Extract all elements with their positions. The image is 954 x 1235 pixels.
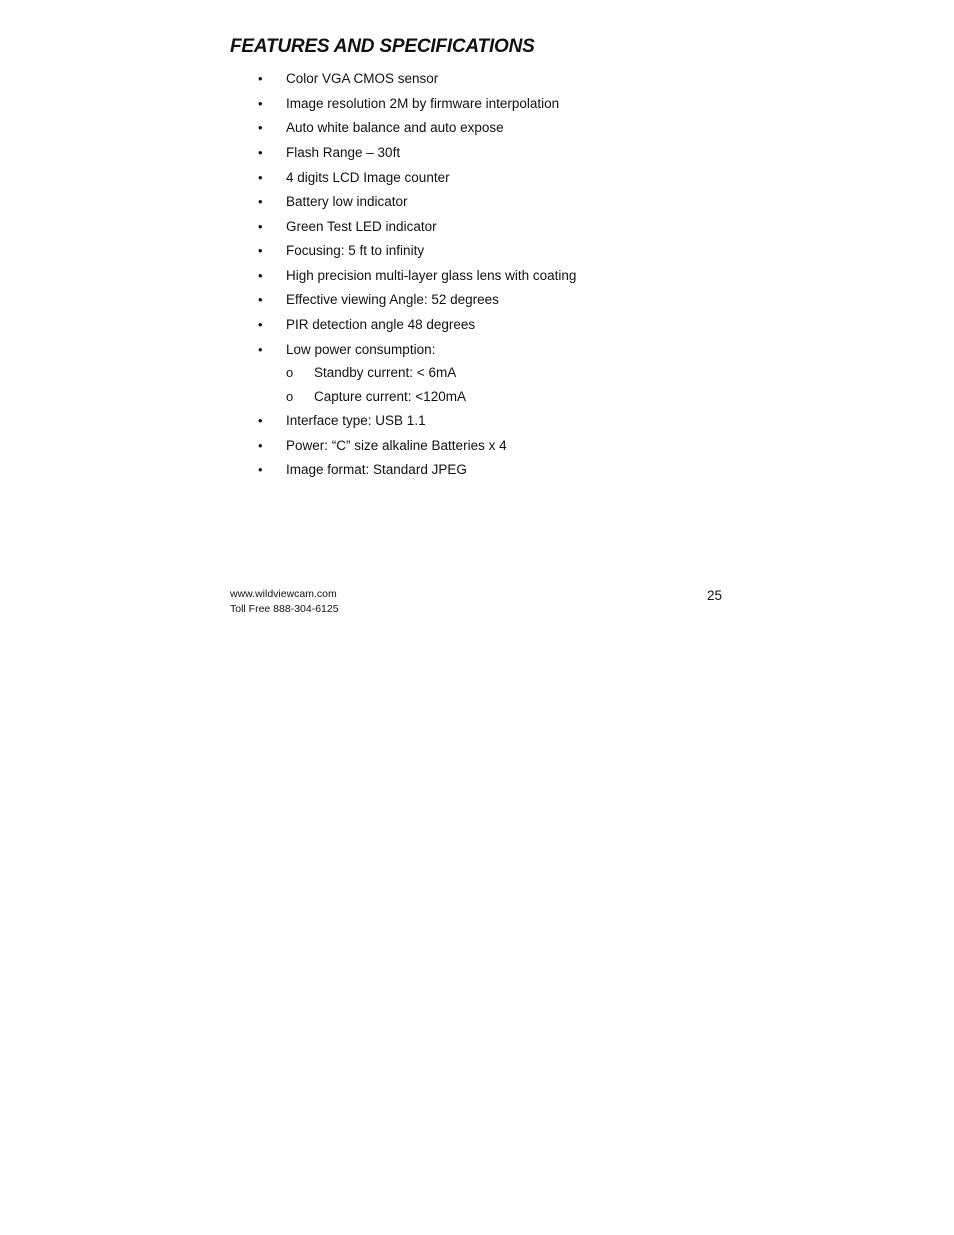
bullet-icon: • bbox=[258, 413, 263, 428]
spec-item-text: Image resolution 2M by firmware interpolation bbox=[286, 96, 560, 111]
bullet-icon: • bbox=[258, 462, 263, 477]
spec-item-text: PIR detection angle 48 degrees bbox=[286, 317, 476, 332]
bullet-icon: • bbox=[258, 145, 263, 160]
bullet-icon: • bbox=[258, 292, 263, 307]
bullet-icon: • bbox=[258, 317, 263, 332]
bullet-icon: • bbox=[258, 438, 263, 453]
bullet-icon: • bbox=[258, 71, 263, 86]
spec-item-text: Focusing: 5 ft to infinity bbox=[286, 243, 425, 258]
page-number: 25 bbox=[707, 588, 723, 603]
bullet-icon: • bbox=[258, 170, 263, 185]
bullet-icon: • bbox=[258, 342, 263, 357]
spec-item-text: Flash Range – 30ft bbox=[286, 145, 401, 160]
bullet-icon: • bbox=[258, 268, 263, 283]
spec-item-text: Green Test LED indicator bbox=[286, 219, 437, 234]
bullet-icon: • bbox=[258, 219, 263, 234]
spec-item-text: Color VGA CMOS sensor bbox=[286, 71, 439, 86]
spec-item-text: Battery low indicator bbox=[286, 194, 408, 209]
spec-item-text: Power: “C” size alkaline Batteries x 4 bbox=[286, 438, 507, 453]
bullet-icon: • bbox=[258, 96, 263, 111]
sub-bullet-icon: o bbox=[286, 365, 294, 380]
spec-item-text: 4 digits LCD Image counter bbox=[286, 170, 450, 185]
bullet-icon: • bbox=[258, 194, 263, 209]
bullet-icon: • bbox=[258, 243, 263, 258]
spec-sub-item-text: Standby current: < 6mA bbox=[314, 365, 457, 380]
spec-item-text: Low power consumption: bbox=[286, 342, 436, 357]
spec-item-text: High precision multi-layer glass lens with coating bbox=[286, 268, 577, 283]
bullet-icon: • bbox=[258, 120, 263, 135]
spec-sub-item-text: Capture current: <120mA bbox=[314, 389, 466, 404]
spec-item-text: Auto white balance and auto expose bbox=[286, 120, 504, 135]
footer-phone: Toll Free 888-304-6125 bbox=[230, 603, 339, 615]
page-title: FEATURES AND SPECIFICATIONS bbox=[230, 36, 535, 57]
spec-item-text: Image format: Standard JPEG bbox=[286, 462, 467, 477]
footer-website: www.wildviewcam.com bbox=[230, 588, 337, 600]
spec-item-text: Effective viewing Angle: 52 degrees bbox=[286, 292, 499, 307]
spec-item-text: Interface type: USB 1.1 bbox=[286, 413, 426, 428]
sub-bullet-icon: o bbox=[286, 389, 294, 404]
